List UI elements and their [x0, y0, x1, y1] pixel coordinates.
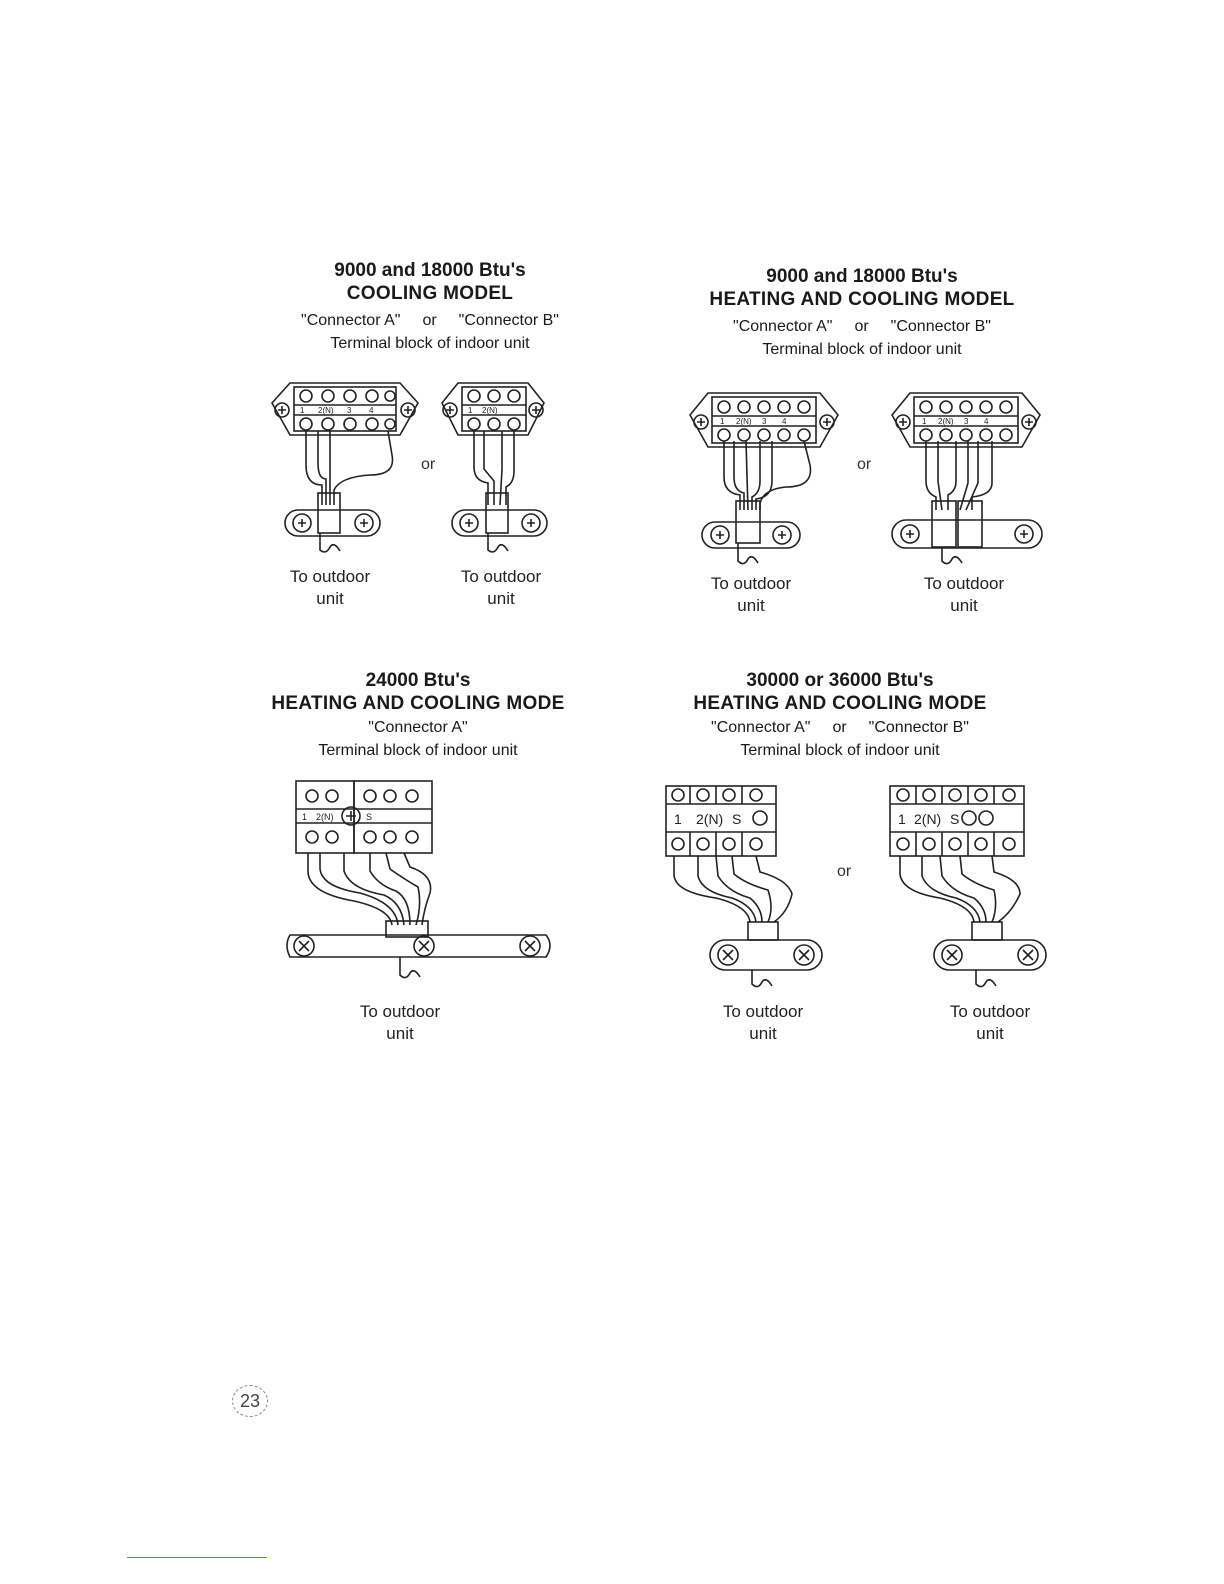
outdoor-label-line: To outdoor	[460, 567, 542, 586]
section-heating-cooling-model	[657, 265, 1067, 361]
outdoor-label-line: unit	[950, 596, 978, 615]
connector-b-label: "Connector B"	[890, 318, 991, 335]
terminal-label: 4	[984, 417, 989, 426]
connector-b-label: "Connector B"	[868, 719, 969, 736]
outdoor-label-b	[930, 1001, 1050, 1045]
connector-a-label: "Connector A"	[301, 312, 401, 329]
outdoor-label-a	[691, 573, 811, 617]
terminal-label: 1	[922, 417, 927, 426]
model-heading: HEATING AND COOLING MODE	[693, 693, 987, 714]
terminal-label: S	[950, 811, 960, 827]
wiring-diagram-cooling	[260, 375, 560, 565]
terminal-screws-a-bottom	[300, 418, 395, 430]
terminal-label: 4	[369, 406, 374, 415]
outdoor-label-line: To outdoor	[949, 1002, 1031, 1021]
terminal-caption: Terminal block of indoor unit	[330, 335, 530, 352]
outdoor-label-line: unit	[316, 589, 344, 608]
outdoor-label-line: unit	[737, 596, 765, 615]
terminal-label: S	[732, 811, 742, 827]
terminal-label: 4	[782, 417, 787, 426]
terminal-label: 2(N)	[914, 811, 942, 827]
outdoor-label-line: unit	[976, 1024, 1004, 1043]
outdoor-label-line: To outdoor	[923, 574, 1005, 593]
model-heading: HEATING AND COOLING MODE	[271, 693, 565, 714]
terminal-label: 1	[300, 406, 305, 415]
btu-heading: 9000 and 18000 Btu's	[766, 266, 958, 287]
connector-or: or	[832, 719, 847, 736]
terminal-label: 3	[762, 417, 767, 426]
terminal-label: 1	[468, 406, 473, 415]
section-cooling-model	[230, 259, 630, 355]
terminal-label: 1	[720, 417, 725, 426]
outdoor-label-b	[441, 566, 561, 610]
terminal-label: 2(N)	[938, 417, 954, 426]
terminal-label: 2(N)	[482, 406, 498, 415]
connector-b-label: "Connector B"	[458, 312, 559, 329]
diagram-or: or	[857, 456, 872, 473]
model-heading: COOLING MODEL	[346, 283, 514, 304]
connector-or: or	[854, 318, 869, 335]
btu-heading: 9000 and 18000 Btu's	[334, 260, 526, 281]
outdoor-label-a	[703, 1001, 823, 1045]
outdoor-label-line: unit	[386, 1024, 414, 1043]
wiring-diagram-30000-36000	[660, 780, 1050, 1000]
connector-a-label: "Connector A"	[711, 719, 811, 736]
terminal-label: 2(N)	[696, 811, 724, 827]
terminal-label: 3	[964, 417, 969, 426]
terminal-label: 2(N)	[736, 417, 752, 426]
btu-heading: 30000 or 36000 Btu's	[746, 670, 934, 691]
connector-line	[640, 715, 1040, 740]
terminal-label: 1	[898, 811, 906, 827]
connector-or: or	[422, 312, 437, 329]
connector-line	[657, 314, 1067, 339]
terminal-label: 2(N)	[318, 406, 334, 415]
terminal-screws-a-top	[300, 390, 395, 402]
connector-a-label: "Connector A"	[733, 318, 833, 335]
connector-line	[230, 308, 630, 333]
terminal-label: 2(N)	[316, 812, 334, 822]
section-30000-36000-mode	[640, 669, 1040, 762]
connector-a-label: "Connector A"	[368, 719, 468, 736]
outdoor-label-a	[270, 566, 390, 610]
outdoor-label-line: To outdoor	[289, 567, 371, 586]
wiring-diagram-heating-cooling	[680, 385, 1050, 575]
terminal-label: 3	[347, 406, 352, 415]
terminal-label: 1	[302, 812, 308, 822]
outdoor-label-line: unit	[749, 1024, 777, 1043]
outdoor-label-line: To outdoor	[710, 574, 792, 593]
diagram-or: or	[421, 456, 436, 473]
btu-heading: 24000 Btu's	[365, 670, 471, 691]
footer-rule	[127, 1557, 267, 1558]
section-24000-mode	[218, 669, 618, 762]
terminal-caption: Terminal block of indoor unit	[318, 742, 518, 759]
wiring-diagram-24000	[280, 775, 560, 995]
diagram-or: or	[837, 863, 852, 880]
connector-line	[218, 715, 618, 740]
terminal-label: 1	[674, 811, 682, 827]
outdoor-label-a	[340, 1001, 460, 1045]
outdoor-label-line: unit	[487, 589, 515, 608]
outdoor-label-line: To outdoor	[722, 1002, 804, 1021]
terminal-caption: Terminal block of indoor unit	[762, 341, 962, 358]
page-number: 23	[232, 1385, 268, 1417]
outdoor-label-line: To outdoor	[359, 1002, 441, 1021]
terminal-caption: Terminal block of indoor unit	[740, 742, 940, 759]
terminal-label: S	[366, 812, 373, 822]
model-heading: HEATING AND COOLING MODEL	[709, 289, 1015, 310]
outdoor-label-b	[904, 573, 1024, 617]
